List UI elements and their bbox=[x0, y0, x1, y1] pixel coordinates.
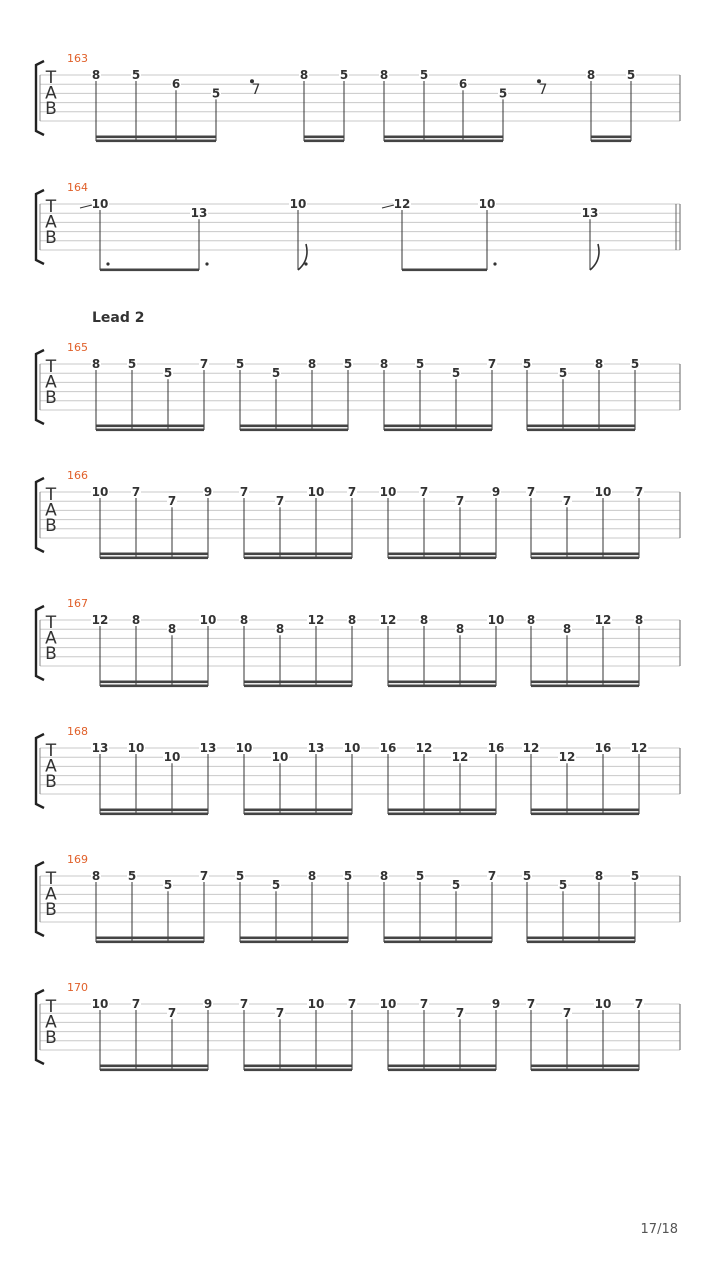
beam bbox=[100, 681, 208, 684]
rest-symbol: 7 bbox=[538, 82, 548, 99]
beam bbox=[96, 136, 216, 139]
fret-number: 5 bbox=[343, 357, 353, 371]
duration-dot bbox=[205, 262, 208, 265]
beam bbox=[531, 553, 639, 556]
fret-number: 5 bbox=[522, 357, 532, 371]
beam bbox=[240, 937, 348, 940]
beam bbox=[304, 136, 344, 139]
beam bbox=[388, 681, 496, 684]
fret-number: 10 bbox=[343, 741, 361, 755]
tab-clef-letter: B bbox=[45, 388, 57, 408]
slide-mark bbox=[382, 205, 394, 208]
fret-number: 8 bbox=[239, 613, 249, 627]
fret-number: 10 bbox=[594, 997, 612, 1011]
fret-number: 12 bbox=[630, 741, 648, 755]
beam bbox=[527, 937, 635, 940]
fret-number: 9 bbox=[203, 485, 213, 499]
beam bbox=[240, 941, 348, 944]
tab-clef-letter: A bbox=[45, 884, 57, 905]
fret-number: 5 bbox=[415, 357, 425, 371]
section-label: Lead 2 bbox=[92, 310, 145, 326]
tab-clef-letter: T bbox=[45, 997, 57, 1017]
tab-clef-letter: T bbox=[45, 869, 57, 889]
fret-number: 16 bbox=[487, 741, 505, 755]
beam bbox=[96, 425, 204, 428]
beam bbox=[388, 1069, 496, 1072]
measure-number: 166 bbox=[67, 469, 88, 482]
tab-clef-letter: B bbox=[45, 644, 57, 664]
fret-number: 5 bbox=[343, 869, 353, 883]
measure-number: 169 bbox=[67, 853, 88, 866]
beam bbox=[384, 425, 492, 428]
beam bbox=[96, 429, 204, 432]
beam bbox=[531, 685, 639, 688]
fret-number: 5 bbox=[235, 357, 245, 371]
fret-number: 7 bbox=[167, 1006, 177, 1021]
fret-number: 10 bbox=[379, 485, 397, 499]
fret-number: 7 bbox=[487, 357, 497, 371]
fret-number: 9 bbox=[203, 997, 213, 1011]
tab-clef-letter: A bbox=[45, 83, 57, 104]
fret-number: 6 bbox=[171, 77, 181, 92]
beam bbox=[240, 425, 348, 428]
beam bbox=[100, 813, 208, 816]
fret-number: 13 bbox=[91, 741, 109, 755]
fret-number: 8 bbox=[275, 622, 285, 637]
fret-number: 10 bbox=[199, 613, 217, 627]
beam bbox=[531, 1069, 639, 1072]
beam bbox=[531, 813, 639, 816]
measure-number: 165 bbox=[67, 341, 88, 354]
measure-number: 163 bbox=[67, 52, 88, 65]
fret-number: 8 bbox=[91, 357, 101, 371]
fret-number: 9 bbox=[491, 485, 501, 499]
slide-mark bbox=[80, 205, 92, 208]
fret-number: 7 bbox=[131, 485, 141, 499]
fret-number: 6 bbox=[458, 77, 468, 92]
fret-number: 5 bbox=[415, 869, 425, 883]
beam bbox=[244, 681, 352, 684]
fret-number: 7 bbox=[239, 485, 249, 499]
beam bbox=[388, 553, 496, 556]
fret-number: 7 bbox=[487, 869, 497, 883]
fret-number: 5 bbox=[127, 357, 137, 371]
fret-number: 5 bbox=[271, 366, 281, 381]
fret-number: 5 bbox=[626, 68, 636, 82]
fret-number: 12 bbox=[393, 197, 411, 211]
beam bbox=[384, 941, 492, 944]
duration-dot bbox=[106, 262, 109, 265]
beam bbox=[100, 1065, 208, 1068]
fret-number: 5 bbox=[498, 86, 508, 101]
fret-number: 7 bbox=[634, 997, 644, 1011]
measure-number: 164 bbox=[67, 181, 88, 194]
beam bbox=[591, 140, 631, 143]
fret-number: 5 bbox=[558, 878, 568, 893]
fret-number: 5 bbox=[163, 366, 173, 381]
beam bbox=[96, 937, 204, 940]
beam bbox=[527, 425, 635, 428]
fret-number: 7 bbox=[634, 485, 644, 499]
fret-number: 5 bbox=[235, 869, 245, 883]
fret-number: 7 bbox=[419, 997, 429, 1011]
fret-number: 8 bbox=[634, 613, 644, 627]
fret-number: 10 bbox=[478, 197, 496, 211]
fret-number: 8 bbox=[586, 68, 596, 82]
tab-clef-letter: T bbox=[45, 741, 57, 761]
beam bbox=[388, 813, 496, 816]
fret-number: 12 bbox=[415, 741, 433, 755]
beam bbox=[244, 685, 352, 688]
tab-clef-letter: B bbox=[45, 900, 57, 920]
fret-number: 10 bbox=[379, 997, 397, 1011]
fret-number: 10 bbox=[594, 485, 612, 499]
beam bbox=[244, 553, 352, 556]
fret-number: 12 bbox=[451, 750, 469, 765]
tab-clef-letter: A bbox=[45, 628, 57, 649]
fret-number: 12 bbox=[91, 613, 109, 627]
fret-number: 8 bbox=[594, 869, 604, 883]
fret-number: 8 bbox=[455, 622, 465, 637]
tab-clef-letter: B bbox=[45, 99, 57, 119]
fret-number: 5 bbox=[451, 878, 461, 893]
fret-number: 12 bbox=[307, 613, 325, 627]
fret-number: 7 bbox=[275, 494, 285, 509]
tab-clef-letter: T bbox=[45, 357, 57, 377]
measure-number: 167 bbox=[67, 597, 88, 610]
fret-number: 5 bbox=[131, 68, 141, 82]
tab-clef-letter: B bbox=[45, 772, 57, 792]
fret-number: 10 bbox=[91, 197, 109, 211]
fret-number: 13 bbox=[581, 206, 599, 221]
fret-number: 7 bbox=[562, 494, 572, 509]
tab-clef-letter: B bbox=[45, 228, 57, 248]
fret-number: 7 bbox=[455, 1006, 465, 1021]
fret-number: 5 bbox=[271, 878, 281, 893]
fret-number: 12 bbox=[379, 613, 397, 627]
fret-number: 7 bbox=[347, 997, 357, 1011]
beam bbox=[384, 136, 503, 139]
fret-number: 5 bbox=[558, 366, 568, 381]
beam bbox=[388, 557, 496, 560]
fret-number: 8 bbox=[347, 613, 357, 627]
fret-number: 13 bbox=[190, 206, 208, 221]
fret-number: 10 bbox=[91, 485, 109, 499]
fret-number: 8 bbox=[419, 613, 429, 627]
fret-number: 10 bbox=[91, 997, 109, 1011]
fret-number: 10 bbox=[127, 741, 145, 755]
fret-number: 8 bbox=[91, 869, 101, 883]
fret-number: 8 bbox=[526, 613, 536, 627]
fret-number: 7 bbox=[526, 485, 536, 499]
beam bbox=[244, 1069, 352, 1072]
beam bbox=[244, 1065, 352, 1068]
beam bbox=[531, 809, 639, 812]
beam bbox=[244, 557, 352, 560]
beam bbox=[244, 809, 352, 812]
beam bbox=[527, 941, 635, 944]
fret-number: 5 bbox=[211, 86, 221, 101]
fret-number: 7 bbox=[239, 997, 249, 1011]
fret-number: 10 bbox=[307, 485, 325, 499]
fret-number: 9 bbox=[491, 997, 501, 1011]
tab-clef-letter: A bbox=[45, 1012, 57, 1033]
fret-number: 7 bbox=[131, 997, 141, 1011]
beam bbox=[384, 937, 492, 940]
fret-number: 12 bbox=[522, 741, 540, 755]
fret-number: 10 bbox=[163, 750, 181, 765]
note-flag bbox=[298, 244, 307, 270]
beam bbox=[240, 429, 348, 432]
fret-number: 7 bbox=[199, 357, 209, 371]
fret-number: 7 bbox=[275, 1006, 285, 1021]
beam bbox=[304, 140, 344, 143]
measure-number: 168 bbox=[67, 725, 88, 738]
page-number: 17/18 bbox=[640, 1222, 678, 1237]
fret-number: 7 bbox=[199, 869, 209, 883]
beam bbox=[531, 681, 639, 684]
note-flag bbox=[590, 244, 599, 270]
measure-number: 170 bbox=[67, 981, 88, 994]
beam bbox=[100, 553, 208, 556]
tab-clef-letter: B bbox=[45, 516, 57, 536]
beam bbox=[531, 1065, 639, 1068]
fret-number: 8 bbox=[167, 622, 177, 637]
tab-clef-letter: A bbox=[45, 500, 57, 521]
fret-number: 5 bbox=[451, 366, 461, 381]
tab-clef-letter: B bbox=[45, 1028, 57, 1048]
fret-number: 8 bbox=[562, 622, 572, 637]
fret-number: 8 bbox=[594, 357, 604, 371]
fret-number: 16 bbox=[379, 741, 397, 755]
fret-number: 10 bbox=[271, 750, 289, 765]
duration-dot bbox=[493, 262, 496, 265]
tab-clef-letter: A bbox=[45, 372, 57, 393]
beam bbox=[388, 685, 496, 688]
tab-clef-letter: A bbox=[45, 212, 57, 233]
fret-number: 5 bbox=[419, 68, 429, 82]
beam bbox=[402, 269, 487, 272]
fret-number: 7 bbox=[167, 494, 177, 509]
fret-number: 7 bbox=[562, 1006, 572, 1021]
beam bbox=[384, 140, 503, 143]
fret-number: 5 bbox=[339, 68, 349, 82]
fret-number: 12 bbox=[594, 613, 612, 627]
fret-number: 10 bbox=[235, 741, 253, 755]
tab-clef-letter: T bbox=[45, 68, 57, 88]
beam bbox=[527, 429, 635, 432]
fret-number: 7 bbox=[526, 997, 536, 1011]
fret-number: 7 bbox=[347, 485, 357, 499]
fret-number: 8 bbox=[307, 357, 317, 371]
fret-number: 16 bbox=[594, 741, 612, 755]
beam bbox=[100, 685, 208, 688]
fret-number: 10 bbox=[487, 613, 505, 627]
beam bbox=[100, 809, 208, 812]
beam bbox=[96, 140, 216, 143]
fret-number: 8 bbox=[307, 869, 317, 883]
tab-clef-letter: T bbox=[45, 613, 57, 633]
fret-number: 8 bbox=[131, 613, 141, 627]
fret-number: 13 bbox=[307, 741, 325, 755]
beam bbox=[96, 941, 204, 944]
fret-number: 10 bbox=[307, 997, 325, 1011]
fret-number: 8 bbox=[379, 357, 389, 371]
beam bbox=[591, 136, 631, 139]
beam bbox=[244, 813, 352, 816]
beam bbox=[388, 1065, 496, 1068]
fret-number: 8 bbox=[379, 869, 389, 883]
tab-clef-letter: T bbox=[45, 485, 57, 505]
fret-number: 12 bbox=[558, 750, 576, 765]
fret-number: 7 bbox=[455, 494, 465, 509]
fret-number: 8 bbox=[299, 68, 309, 82]
beam bbox=[100, 557, 208, 560]
beam bbox=[531, 557, 639, 560]
fret-number: 5 bbox=[630, 869, 640, 883]
fret-number: 5 bbox=[630, 357, 640, 371]
tab-clef-letter: T bbox=[45, 197, 57, 217]
fret-number: 10 bbox=[289, 197, 307, 211]
beam bbox=[100, 269, 199, 272]
fret-number: 5 bbox=[127, 869, 137, 883]
fret-number: 5 bbox=[522, 869, 532, 883]
beam bbox=[384, 429, 492, 432]
fret-number: 5 bbox=[163, 878, 173, 893]
beam bbox=[388, 809, 496, 812]
beam bbox=[100, 1069, 208, 1072]
fret-number: 13 bbox=[199, 741, 217, 755]
fret-number: 8 bbox=[91, 68, 101, 82]
rest-symbol: 7 bbox=[251, 82, 261, 99]
fret-number: 7 bbox=[419, 485, 429, 499]
fret-number: 8 bbox=[379, 68, 389, 82]
tab-clef-letter: A bbox=[45, 756, 57, 777]
